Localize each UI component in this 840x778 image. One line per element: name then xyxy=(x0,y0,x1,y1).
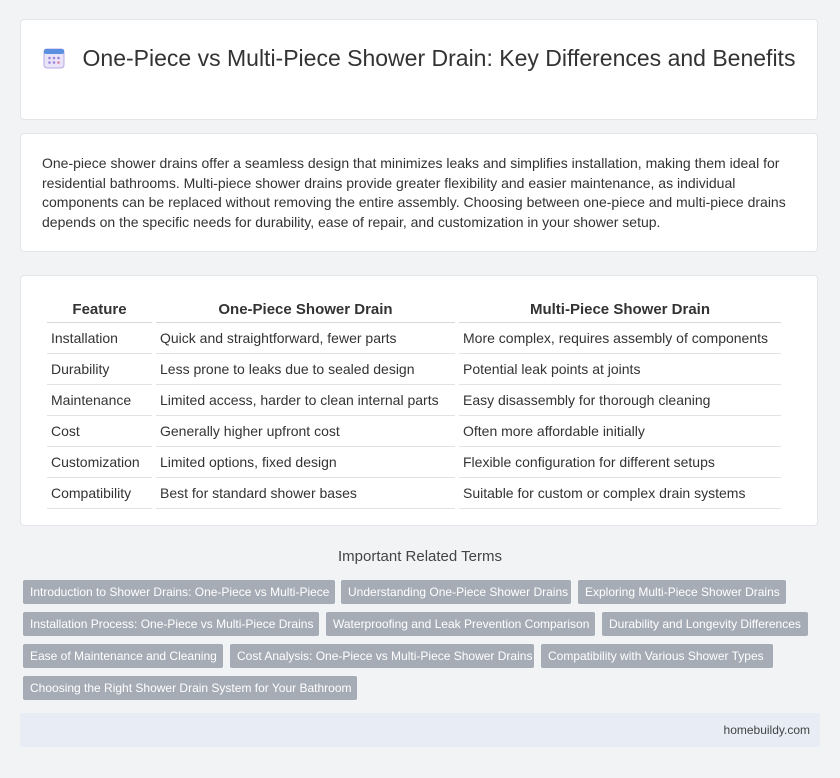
related-tag[interactable]: Installation Process: One-Piece vs Multi-Piece Drains xyxy=(23,612,319,636)
header-feature: Feature xyxy=(47,295,152,323)
row-multi-piece: Often more affordable initially xyxy=(459,416,781,447)
row-one-piece: Limited access, harder to clean internal parts xyxy=(156,385,455,416)
row-one-piece: Less prone to leaks due to sealed design xyxy=(156,354,455,385)
row-feature: Durability xyxy=(47,354,152,385)
related-tag[interactable]: Durability and Longevity Differences xyxy=(602,612,808,636)
row-multi-piece: More complex, requires assembly of components xyxy=(459,323,781,354)
calendar-icon xyxy=(43,47,65,69)
related-tag[interactable]: Cost Analysis: One-Piece vs Multi-Piece Shower Drains xyxy=(230,644,534,668)
related-tag[interactable]: Waterproofing and Leak Prevention Comparison xyxy=(326,612,595,636)
row-one-piece: Generally higher upfront cost xyxy=(156,416,455,447)
page-title: One-Piece vs Multi-Piece Shower Drain: Key Differences and Benefits xyxy=(82,45,796,71)
row-one-piece: Limited options, fixed design xyxy=(156,447,455,478)
row-multi-piece: Potential leak points at joints xyxy=(459,354,781,385)
footer xyxy=(20,713,820,747)
row-multi-piece: Easy disassembly for thorough cleaning xyxy=(459,385,781,416)
row-feature: Maintenance xyxy=(47,385,152,416)
row-one-piece: Quick and straightforward, fewer parts xyxy=(156,323,455,354)
header-one-piece: One-Piece Shower Drain xyxy=(156,295,455,323)
row-feature: Compatibility xyxy=(47,478,152,509)
table-header-row xyxy=(47,295,781,323)
row-feature: Customization xyxy=(47,447,152,478)
header-multi-piece: Multi-Piece Shower Drain xyxy=(459,295,781,323)
page-title-wrap xyxy=(21,44,817,73)
related-tag[interactable]: Introduction to Shower Drains: One-Piece vs Multi-Piece xyxy=(23,580,335,604)
comparison-table xyxy=(43,295,785,509)
related-terms-title: Important Related Terms xyxy=(338,548,502,565)
related-tag[interactable]: Understanding One-Piece Shower Drains xyxy=(341,580,571,604)
row-feature: Installation xyxy=(47,323,152,354)
related-tag[interactable]: Compatibility with Various Shower Types xyxy=(541,644,773,668)
comparison-table-card xyxy=(20,275,818,526)
footer-site-link[interactable]: homebuildy.com xyxy=(723,723,810,737)
table-row xyxy=(47,385,781,416)
related-tag[interactable]: Choosing the Right Shower Drain System for Your Bathroom xyxy=(23,676,357,700)
row-feature: Cost xyxy=(47,416,152,447)
row-multi-piece: Suitable for custom or complex drain systems xyxy=(459,478,781,509)
intro-paragraph: One-piece shower drains offer a seamless design that minimizes leaks and simplifies installation, making them ideal for residential bathrooms. Multi-piece shower drains provide greater flexibility and easier maintenance, as individual components can be replaced without removing the entire assembly. Choosing between one-piece and multi-piece drains depends on the specific needs for durability, ease of repair, and customization in your shower setup. xyxy=(42,155,786,230)
table-row xyxy=(47,354,781,385)
row-one-piece: Best for standard shower bases xyxy=(156,478,455,509)
related-tag[interactable]: Ease of Maintenance and Cleaning xyxy=(23,644,223,668)
table-row xyxy=(47,447,781,478)
table-row xyxy=(47,478,781,509)
related-tag[interactable]: Exploring Multi-Piece Shower Drains xyxy=(578,580,786,604)
intro-card xyxy=(20,133,818,252)
title-card xyxy=(20,19,818,120)
row-multi-piece: Flexible configuration for different setups xyxy=(459,447,781,478)
table-row xyxy=(47,323,781,354)
table-row xyxy=(47,416,781,447)
